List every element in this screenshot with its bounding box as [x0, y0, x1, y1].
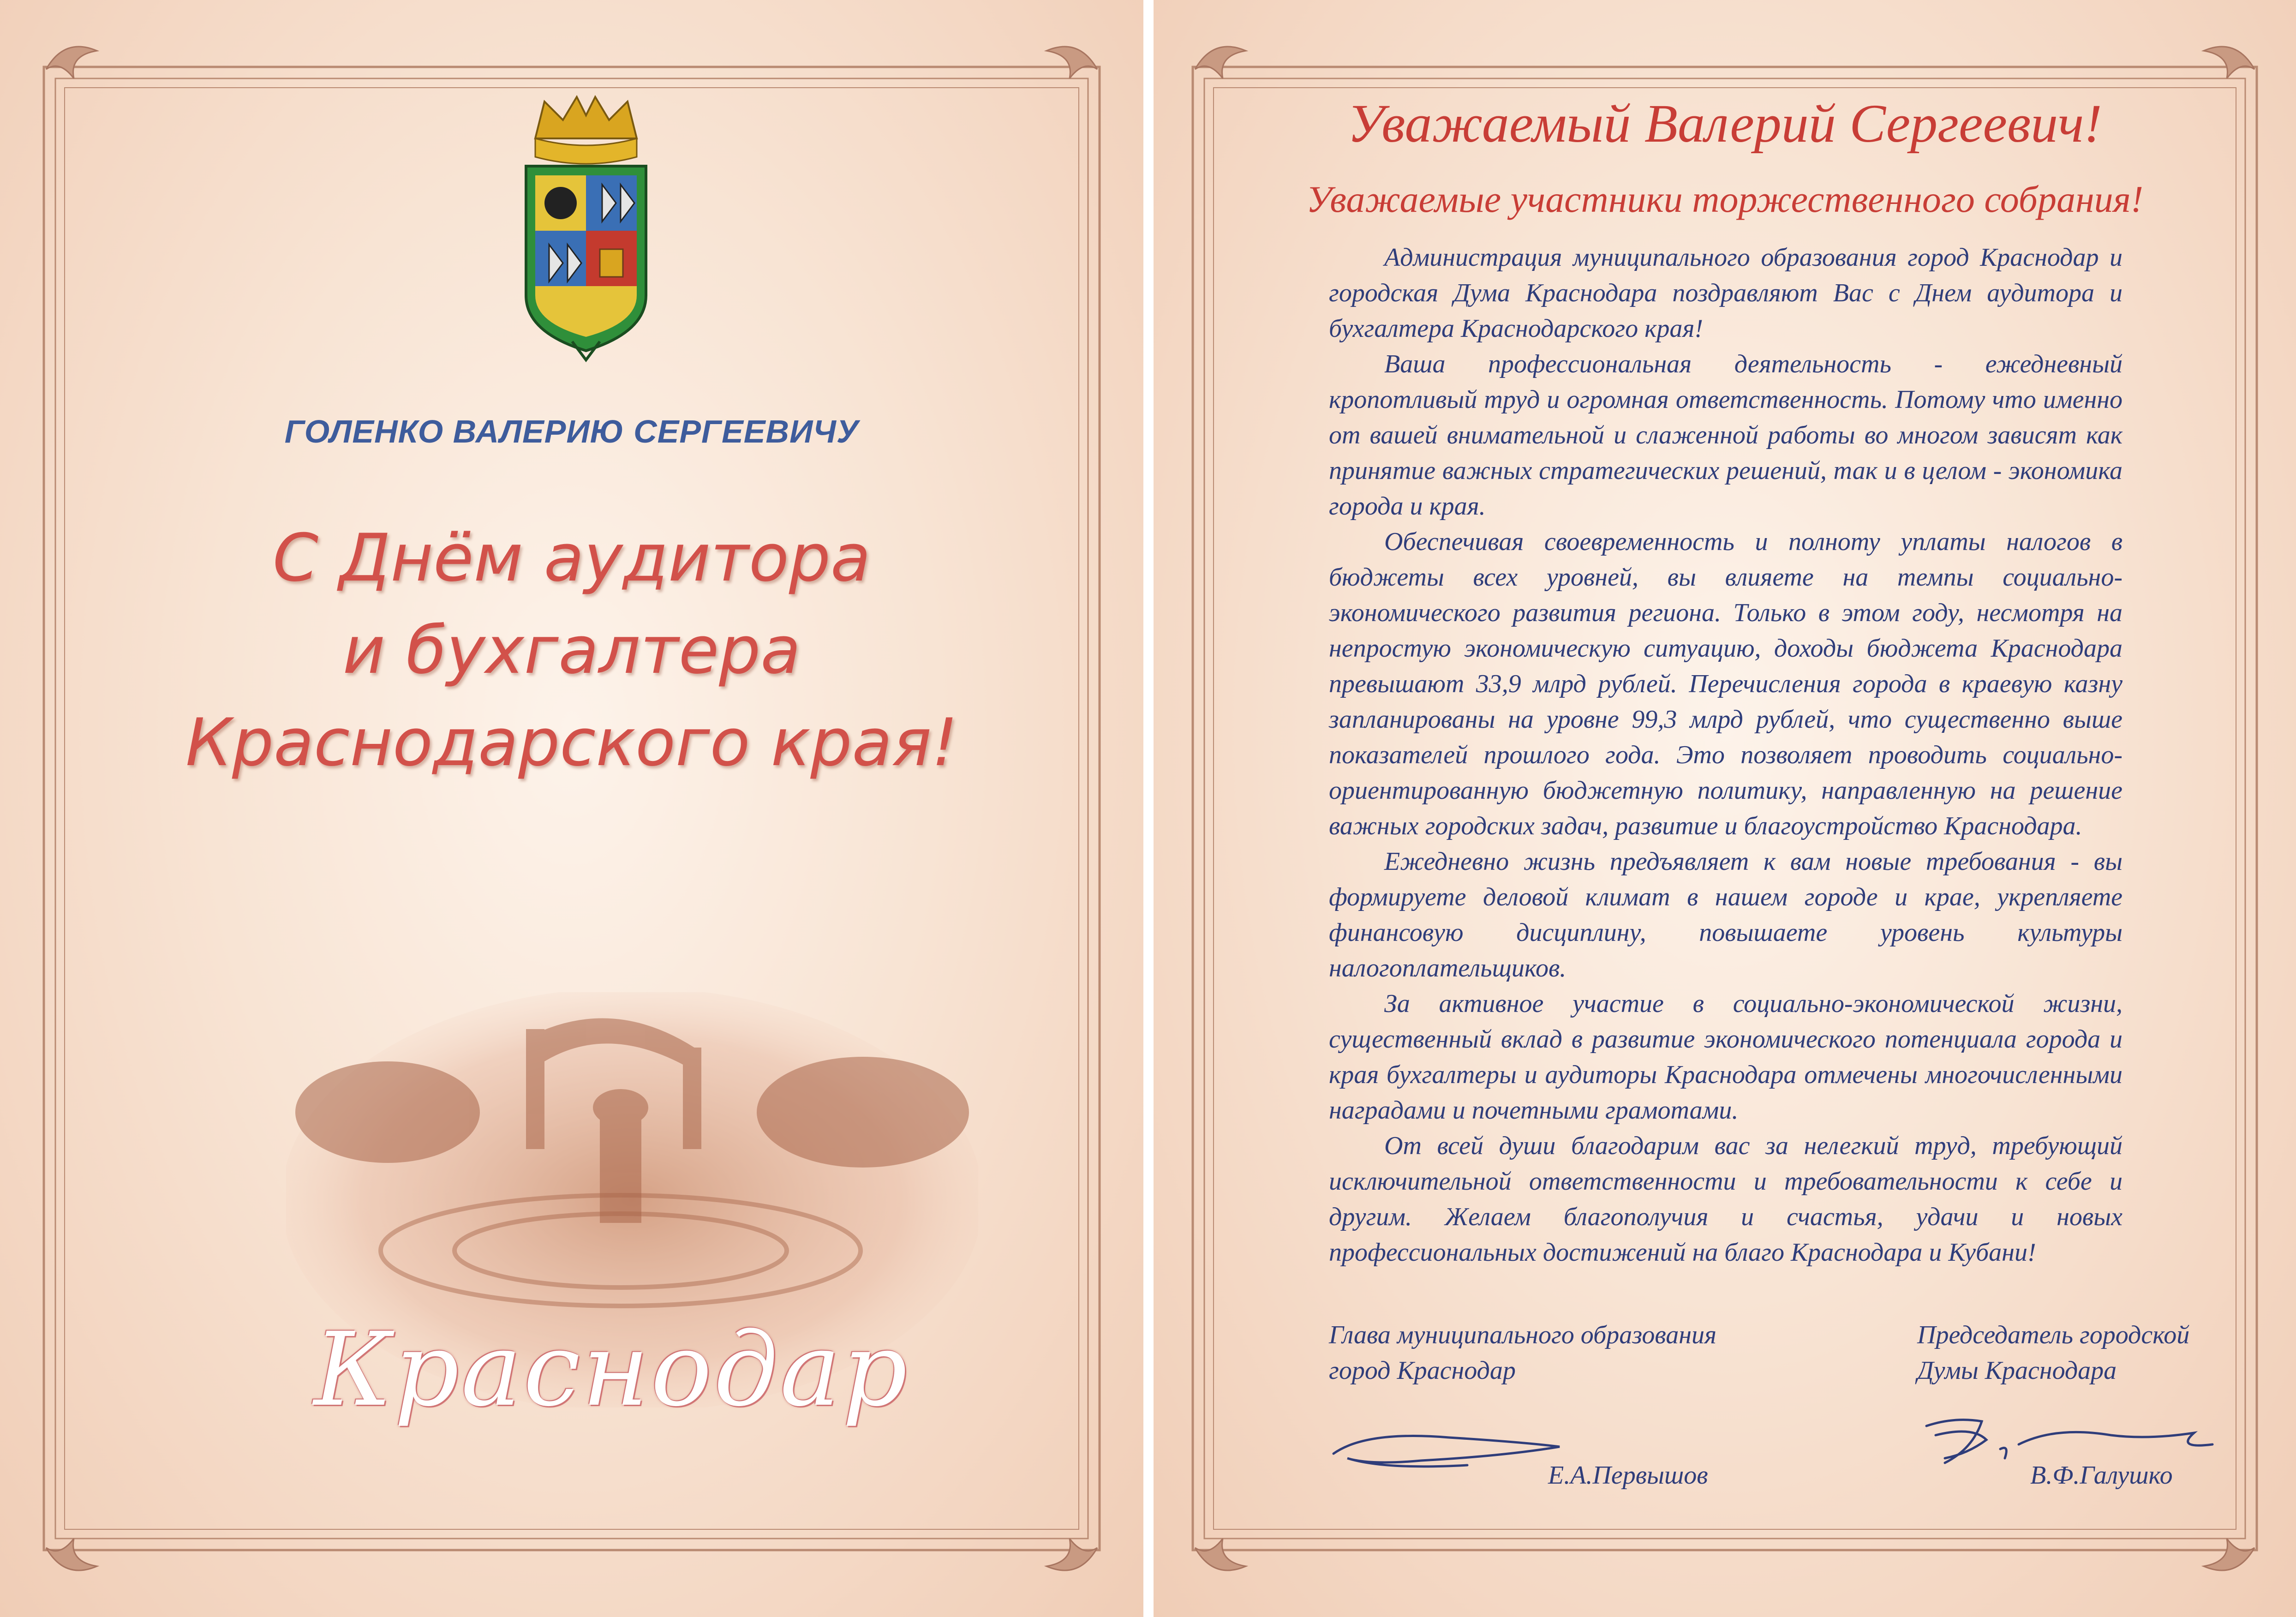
salutation-heading: Уважаемый Валерий Сергеевич! — [1347, 93, 2102, 154]
city-logo-text: Краснодар — [314, 1311, 909, 1429]
paragraph-3: Обеспечивая своевременность и полноту уплаты налогов в бюджеты всех уровней, вы влияете на темпы социально-экономического развития региона. Только в этом году, несмотря на непростую экономическую ситуацию, доходы бюджета Краснодара превышают 33,9 млрд рублей. Перечисления города в краевую казну запланированы на уровне 99,3 млрд рублей, что существенно выше показателей прошлого года. Это позволяет проводить социально-ориентированную бюджетную политику, направленную на решение важных городских задач, развитие и благоустройство Краснодара. — [1329, 527, 2123, 840]
signature-left — [1329, 1421, 1569, 1486]
signer-left-title — [1329, 1318, 1716, 1389]
headline-line-2: и бухгалтера — [342, 612, 801, 689]
right-page — [1154, 0, 2296, 1617]
greeting-headline — [0, 512, 1143, 789]
paragraph-4: Ежедневно жизнь предъявляет к вам новые требования - вы формируете деловой климат в нашем городе и крае, укрепляете финансовую дисциплину, повышаете уровень культуры налогоплательщиков. — [1329, 847, 2123, 982]
left-page — [0, 0, 1143, 1617]
signer-left-title-line-1: Глава муниципального образования — [1329, 1321, 1717, 1349]
signer-left-name: Е.А.Первышов — [1548, 1461, 1708, 1490]
paragraph-6: От всей души благодарим вас за нелегкий труд, требующий исключительной ответственности и требовательности к себе и другим. Желаем благополучия и счастья, удачи и новых профессиональных достижений на благо Краснодара и Кубани! — [1329, 1132, 2123, 1267]
coat-of-arms-icon — [517, 92, 655, 369]
paragraph-2: Ваша профессиональная деятельность - ежедневный кропотливый труд и огромная ответственность. Потому что именно от вашей внимательной и слаженной работы во многом зависят как принятие важных стратегических решений, так и в целом - экономика города и края. — [1329, 350, 2123, 521]
headline-line-1: С Днём аудитора — [273, 520, 871, 596]
headline-line-3: Краснодарского края! — [185, 705, 958, 781]
paragraph-1: Администрация муниципального образования город Краснодар и городская Дума Краснодара поздравляют Вас с Днем аудитора и бухгалтера Краснодарского края! — [1329, 243, 2123, 343]
signer-right-title-line-2: Думы Краснодара — [1917, 1356, 2117, 1385]
salutation-subheading: Уважаемые участники торжественного собрания! — [1306, 178, 2144, 220]
recipient-name: ГОЛЕНКО ВАЛЕРИЮ СЕРГЕЕВИЧУ — [284, 413, 859, 449]
signer-left-title-line-2: город Краснодар — [1329, 1356, 1516, 1385]
paragraph-5: За активное участие в социально-экономической жизни, существенный вклад в развитие экономического потенциала города и края бухгалтеры и аудиторы Краснодара отмечены многочисленными наградами и почетными грамотами. — [1329, 989, 2123, 1125]
signer-right-title — [1917, 1318, 2189, 1389]
signer-right-title-line-1: Председатель городской — [1917, 1321, 2190, 1349]
letter-body — [1329, 240, 2123, 1270]
signer-right-name: В.Ф.Галушко — [2030, 1461, 2173, 1490]
